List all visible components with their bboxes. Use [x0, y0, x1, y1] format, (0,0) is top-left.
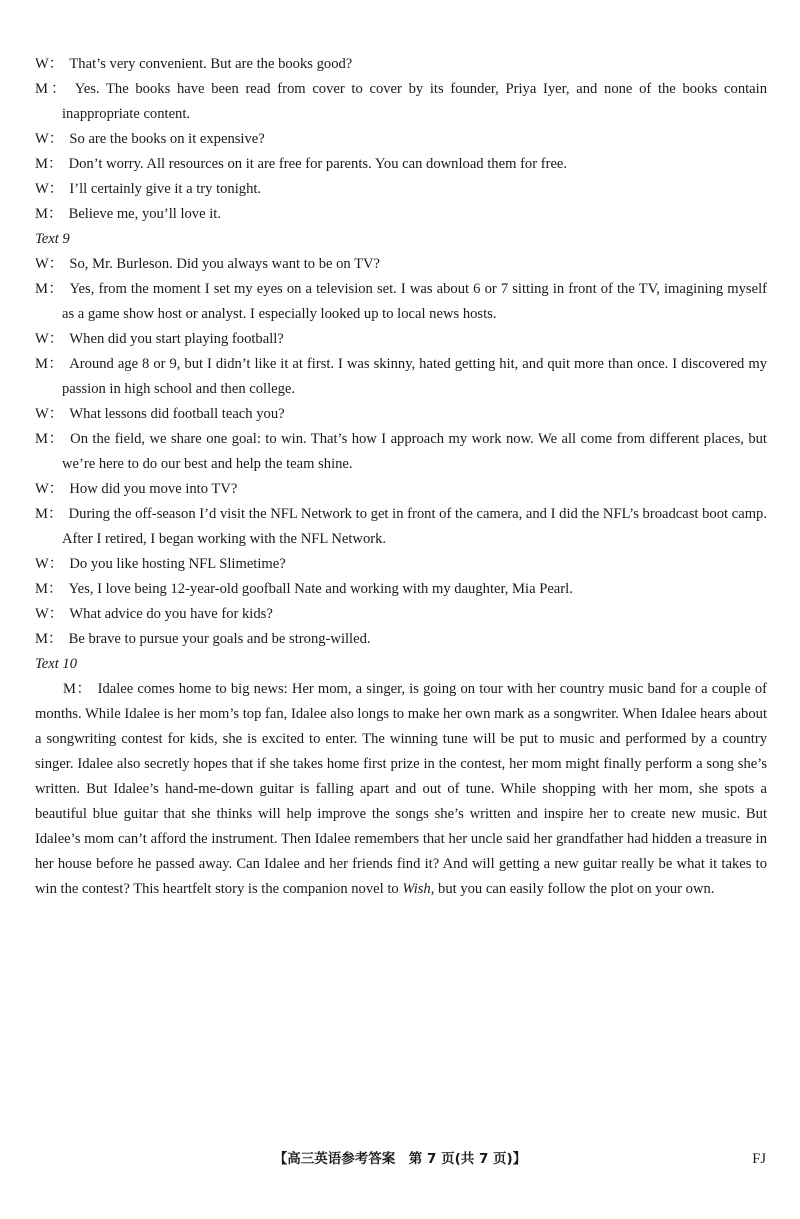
utterance: During the off-season I’d visit the NFL Network to get in front of the camera, and I did the NFL’s broadcast boot camp. After I retired, I began working with the NFL Network.: [62, 506, 767, 547]
utterance: Believe me, you’ll love it.: [68, 206, 221, 222]
dialogue-line: M： Yes. The books have been read from cover to cover by its founder, Priya Iyer, and none of the books contain inappropriate content.: [35, 81, 767, 122]
utterance: I’ll certainly give it a try tonight.: [69, 181, 262, 197]
text9-dialogue: [35, 252, 767, 652]
page-footer: [0, 1146, 800, 1172]
dialogue-line: M： Be brave to pursue your goals and be strong-willed.: [35, 631, 371, 647]
dialogue-line: M： Yes, from the moment I set my eyes on a television set. I was about 6 or 7 sitting in front of the TV, imagining myself as a game show host or analyst. I especially looked up to local news hosts.: [35, 281, 767, 322]
utterance: Don’t worry. All resources on it are free for parents. You can download them for free.: [68, 156, 568, 172]
speaker-label: W: [35, 406, 49, 422]
dialogue-line: M： During the off-season I’d visit the NFL Network to get in front of the camera, and I did the NFL’s broadcast boot camp. After I retired, I began working with the NFL Network.: [35, 506, 767, 547]
dialogue-line: M： On the field, we share one goal: to win. That’s how I approach my work now. We all come from different places, but we’re here to do our best and help the team shine.: [35, 431, 767, 472]
book-title: Wish: [402, 881, 431, 897]
dialogue-line: W： When did you start playing football?: [35, 331, 284, 347]
dialogue-line: M： Around age 8 or 9, but I didn’t like it at first. I was skinny, hated getting hit, and quit more than once. I discovered my passion in high school and then college.: [35, 356, 767, 397]
text10-passage: M： Idalee comes home to big news: Her mom, a singer, is going on tour with her country music band for a couple of months. While Idalee is her mom’s top fan, Idalee also longs to make her own mark as a songwriter. When Idalee hears about a songwriting contest for kids, she is excited to enter. The winning tune will be put to music and performed by a country singer. Idalee also secretly hopes that if she takes home first prize in the contest, her mom might finally perform a song she’s written. But Idalee’s hand-me-down guitar is falling apart and out of tune. While shopping with her mom, she spots a beautiful blue guitar that she thinks will help improve the songs she’s written and inspire her to create new music. But Idalee’s mom can’t afford the instrument. Then Idalee remembers that her uncle said her grandfather had hidden a treasure in her house before he passed away. Can Idalee and her friends find it? And will getting a new guitar really be what it takes to win the contest? This heartfelt story is the companion novel to Wish, but you can easily follow the plot on your own.: [35, 681, 767, 897]
utterance: Around age 8 or 9, but I didn’t like it at first. I was skinny, hated getting hit, and quit more than once. I discovered my passion in high school and then college.: [62, 356, 767, 397]
dialogue-line: W： So, Mr. Burleson. Did you always want to be on TV?: [35, 256, 381, 272]
text9-heading: Text 9: [35, 231, 70, 247]
speaker-label: M: [35, 156, 48, 172]
speaker-label: W: [35, 331, 49, 347]
footer-region-code: FJ: [752, 1151, 766, 1167]
text10-body-end: , but you can easily follow the plot on your own.: [430, 881, 715, 897]
text10-heading: Text 10: [35, 656, 78, 672]
utterance: That’s very convenient. But are the books good?: [69, 56, 353, 72]
speaker-label: W: [35, 481, 49, 497]
dialogue-line: W： I’ll certainly give it a try tonight.: [35, 181, 262, 197]
text8-dialogue: [35, 52, 767, 227]
utterance: Yes, I love being 12-year-old goofball Nate and working with my daughter, Mia Pearl.: [68, 581, 573, 597]
utterance: How did you move into TV?: [69, 481, 238, 497]
dialogue-line: M： Yes, I love being 12-year-old goofball Nate and working with my daughter, Mia Pearl.: [35, 581, 573, 597]
utterance: Yes. The books have been read from cover to cover by its founder, Priya Iyer, and none of the books contain inappropriate content.: [62, 81, 767, 122]
utterance: So are the books on it expensive?: [69, 131, 265, 147]
dialogue-line: M： Believe me, you’ll love it.: [35, 206, 221, 222]
utterance: What lessons did football teach you?: [69, 406, 285, 422]
utterance: When did you start playing football?: [69, 331, 284, 347]
speaker-label: M: [35, 281, 48, 297]
utterance: Be brave to pursue your goals and be strong-willed.: [68, 631, 371, 647]
answer-page: [35, 52, 767, 902]
text10-body: Idalee comes home to big news: Her mom, a singer, is going on tour with her country music band for a couple of months. While Idalee is her mom’s top fan, Idalee also longs to make her own mark as a songwriter. When Idalee hears about a songwriting contest for kids, she is excited to enter. The winning tune will be put to music and performed by a country singer. Idalee also secretly hopes that if she takes home first prize in the contest, her mom might finally perform a song she’s written. But Idalee’s hand-me-down guitar is falling apart and out of tune. While shopping with her mom, she spots a beautiful blue guitar that she thinks will help improve the songs she’s written and inspire her to create new music. But Idalee’s mom can’t afford the instrument. Then Idalee remembers that her uncle said her grandfather had hidden a treasure in her house before he passed away. Can Idalee and her friends find it? And will getting a new guitar really be what it takes to win the contest? This heartfelt story is the companion novel to: [35, 681, 767, 897]
speaker-label: M: [35, 506, 48, 522]
speaker-label: M: [35, 356, 48, 372]
speaker-label: W: [35, 556, 49, 572]
utterance: Do you like hosting NFL Slimetime?: [69, 556, 286, 572]
speaker-label: M: [35, 631, 48, 647]
speaker-label: W: [35, 131, 49, 147]
dialogue-line: W： How did you move into TV?: [35, 481, 238, 497]
speaker-label: W: [35, 256, 49, 272]
utterance: What advice do you have for kids?: [69, 606, 273, 622]
dialogue-line: W： What advice do you have for kids?: [35, 606, 273, 622]
speaker-label: M: [35, 431, 48, 447]
speaker-label: M: [35, 581, 48, 597]
text10-speaker: M: [63, 681, 76, 697]
dialogue-line: W： What lessons did football teach you?: [35, 406, 285, 422]
speaker-label: W: [35, 606, 49, 622]
speaker-label: M: [35, 81, 48, 97]
utterance: On the field, we share one goal: to win. That’s how I approach my work now. We all come from different places, but we’re here to do our best and help the team shine.: [62, 431, 767, 472]
speaker-label: W: [35, 181, 49, 197]
dialogue-line: M： Don’t worry. All resources on it are free for parents. You can download them for free.: [35, 156, 568, 172]
utterance: So, Mr. Burleson. Did you always want to be on TV?: [69, 256, 381, 272]
speaker-label: W: [35, 56, 49, 72]
dialogue-line: W： So are the books on it expensive?: [35, 131, 265, 147]
dialogue-line: W： Do you like hosting NFL Slimetime?: [35, 556, 286, 572]
dialogue-line: W： That’s very convenient. But are the books good?: [35, 56, 353, 72]
speaker-label: M: [35, 206, 48, 222]
utterance: Yes, from the moment I set my eyes on a television set. I was about 6 or 7 sitting in front of the TV, imagining myself as a game show host or analyst. I especially looked up to local news hosts.: [62, 281, 767, 322]
footer-page-info: 【高三英语参考答案 第 7 页(共 7 页)】: [273, 1151, 527, 1167]
